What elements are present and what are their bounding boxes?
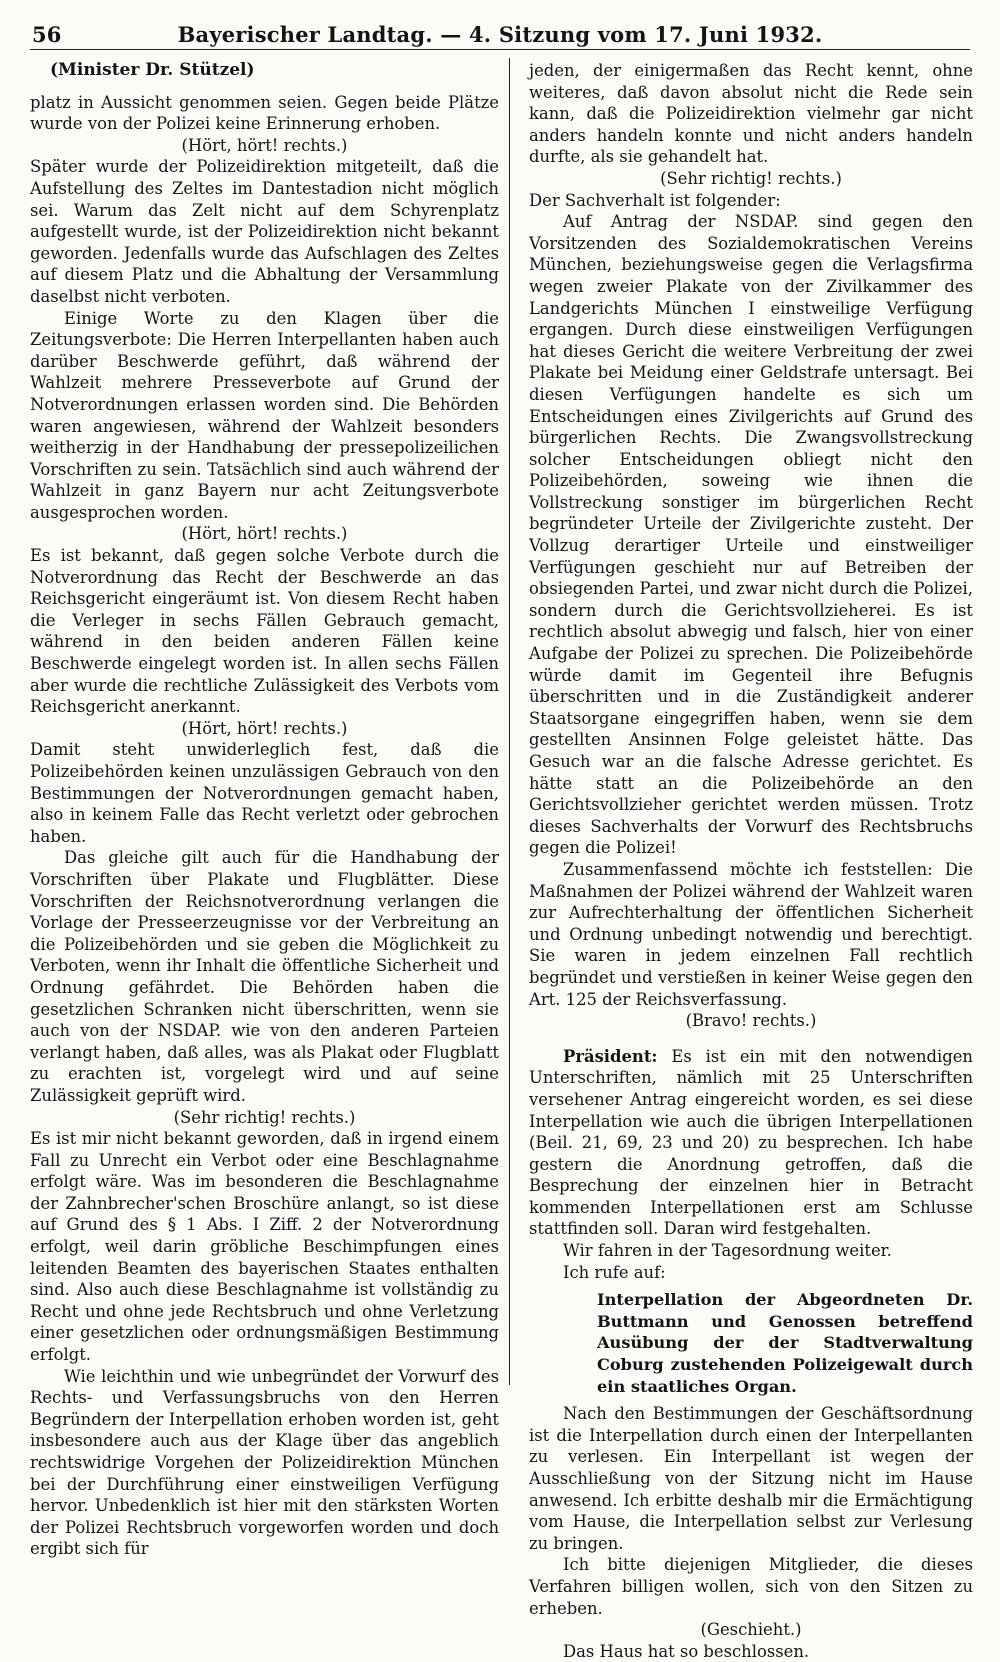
paragraph: Das Haus hat so beschlossen.: [563, 1641, 810, 1661]
paragraph: Auf Antrag der NSDAP. sind gegen den Vorsitzenden des Sozialdemokratischen Vereins München, beziehungsweise gegen die Verlagsfirma wegen zweier Plakate von der Zivilkammer des Landgerichts München I einstweilige Verfügung ergangen. Durch diese einstweiligen Verfügungen hat dieses Gericht die weitere Verbreitung der zwei Plakate bei Meidung einer Geldstrafe untersagt. Bei diesen Verfügungen handelte es sich um Entscheidungen eines Zivilgerichts auf Grund des bürgerlichen Rechts. Die Zwangsvollstreckung solcher Entscheidungen obliegt nicht den Polizeibehörden, soweing wie ihnen die Vollstreckung sonstiger im bürgerlichen Recht begründeter Urteile der Zivilgerichte zusteht. Der Vollzug derartiger Urteile und einstweiliger Verfügungen geschieht nur auf Betreiben der obsiegenden Partei, und zwar nicht durch die Polizei, sondern durch die Gerichtsvollzieherei. Es ist rechtlich absolut abwegig und falsch, hier von einer Aufgabe der Polizei zu sprechen. Die Polizeibehörde würde damit im Gegenteil ihre Befugnis überschritten und in die Zuständigkeit anderer Staatsorgane eingegriffen haben, wenn sie dem gestellten Ansinnen Folge geleistet hätte. Das Gesuch war an die falsche Adresse gerichtet. Es hätte statt an die Polizeibehörde an den Gerichtsvollzieher gerichtet werden müssen. Trotz dieses Sachverhalts der Vorwurf des Rechtsbruchs gegen die Polizei!: [529, 212, 973, 858]
paragraph: Das gleiche gilt auch für die Handhabung der Vorschriften über Plakate und Flugblätter. Diese Vorschriften der Reichsnotverordnung verlangen die Vorlage der Presseerzeugnisse vor der Verbreitung an die Polizeibehörden und sie geben die Möglichkeit zu Verboten, wenn ihr Inhalt die öffentliche Sicherheit und Ordnung gefährdet. Die Behörden haben die gesetzlichen Schranken nicht überschritten, wenn sie auch von der NSDAP. wie von den anderen Parteien verlangt haben, daß alles, was als Plakat oder Flugblatt zu erachten ist, vorgelegt wird und auf seine Zulässigkeit geprüft wird.: [30, 848, 499, 1105]
column-divider: [509, 58, 510, 1385]
paragraph: Nach den Bestimmungen der Geschäftsordnung ist die Interpellation durch einen der Interpellanten zu verlesen. Ein Interpellant ist wegen der Ausschließung von der Sitzung nicht im Hause anwesend. Ich erbitte deshalb mir die Ermächtigung vom Hause, die Interpellation selbst zur Verlesung zu bringen.: [529, 1404, 973, 1553]
spacer: [529, 1032, 973, 1046]
paragraph: Es ist mir nicht bekannt geworden, daß in irgend einem Fall zu Unrecht ein Verbot oder eine Beschlagnahme erfolgt wäre. Was im besonderen die Beschlagnahme der Zahnbrecher'schen Broschüre anlangt, so ist diese auf Grund des § 1 Abs. I Ziff. 2 der Notverordnung erfolgt, weil darin gröbliche Beschimpfungen eines leitenden Beamten des bayerischen Staates enthalten sind. Also auch diese Beschlagnahme ist vollständig zu Recht und ohne jede Rechtsbruch und ohne Verletzung einer gesetzlichen oder ordnungsmäßigen Bestimmung erfolgt.: [30, 1129, 499, 1365]
president-label: Präsident:: [563, 1046, 658, 1066]
paragraph: Der Sachverhalt ist folgender:: [529, 190, 781, 210]
paragraph: Ich bitte diejenigen Mitglieder, die dieses Verfahren billigen wollen, sich von den Sitzen zu erheben.: [529, 1555, 973, 1618]
interjection: (Hört, hört! rechts.): [181, 718, 348, 738]
header-rule: [30, 49, 970, 50]
paragraph: jeden, der einigermaßen das Recht kennt, ohne weiteres, daß davon absolut nicht die Rede sein kann, daß die Polizeidirektion vielmehr gar nicht anders handeln konnte und nicht anders handeln durfte, als sie gehandelt hat.: [529, 61, 973, 167]
paragraph: Zusammenfassend möchte ich feststellen: Die Maßnahmen der Polizei während der Wahlzeit waren zur Aufrechterhaltung der öffentlichen Sicherheit und Ordnung unbedingt notwendig und berechtigt. Sie waren in jedem einzelnen Fall rechtlich begründet und verstießen in keiner Weise gegen den Art. 125 der Reichsverfassung.: [529, 859, 973, 1009]
page-header: [30, 22, 970, 50]
running-title: Bayerischer Landtag. — 4. Sitzung vom 17. Juni 1932.: [177, 22, 823, 47]
interjection: (Sehr richtig! rechts.): [660, 168, 842, 188]
paragraph: Damit steht unwiderleglich fest, daß die Polizeibehörden keinen unzulässigen Gebrauch von den Bestimmungen der Notverordnungen gemacht haben, also in keinem Falle das Recht verletzt oder gebrochen haben.: [30, 740, 499, 846]
interpellation-title: Interpellation der Abgeordneten Dr. Buttmann und Genossen betreffend Ausübung der der Stadtverwaltung Coburg zustehenden Polizeigewalt durch ein staatliches Organ.: [597, 1290, 973, 1396]
president-text: Es ist ein mit den notwendigen Unterschriften, nämlich mit 25 Unterschriften versehener Antrag eingereicht worden, es sei diese Interpellation wie auch die übrigen Interpellationen (Beil. 21, 69, 23 und 20) zu besprechen. Ich habe gestern die Anordnung getroffen, daß die Besprechung der einzelnen hier in Betracht kommenden Interpellationen erst am Schlusse stattfinden soll. Daran wird festgehalten.: [529, 1046, 973, 1239]
page-number: 56: [32, 22, 62, 47]
interjection: (Hört, hört! rechts.): [181, 135, 348, 155]
interjection: (Sehr richtig! rechts.): [173, 1107, 356, 1127]
paragraph: Einige Worte zu den Klagen über die Zeitungsverbote: Die Herren Interpellanten haben auch darüber Beschwerde geführt, daß während der Wahlzeit mehrere Presseverbote auf Grund der Notverordnungen erlassen worden sind. Die Behörden waren angewiesen, während der Wahlzeit besonders weitherzig in der Handhabung der pressepolizeilichen Vorschriften zu sein. Tatsächlich sind auch während der Wahlzeit in ganz Bayern nur acht Zeitungsverbote ausgesprochen worden.: [30, 308, 499, 522]
right-column: [529, 60, 973, 1662]
paragraph: Ich rufe auf:: [563, 1262, 666, 1282]
speaker-label: (Minister Dr. Stützel): [50, 60, 255, 80]
paragraph: Wir fahren in der Tagesordnung weiter.: [563, 1241, 892, 1261]
interjection: (Geschieht.): [700, 1620, 802, 1640]
interjection: (Hört, hört! rechts.): [181, 524, 348, 544]
president-statement: [529, 1046, 973, 1240]
left-column: [30, 60, 499, 1560]
paragraph: Es ist bekannt, daß gegen solche Verbote durch die Notverordnung das Recht der Beschwerde an das Reichsgericht eingeräumt ist. Von diesem Recht haben die Verleger in sechs Fällen Gebrauch gemacht, während in den beiden anderen Fällen keine Beschwerde eingelegt worden ist. In allen sechs Fällen aber wurde die rechtliche Zulässigkeit des Verbots vom Reichsgericht anerkannt.: [30, 546, 499, 717]
paragraph: platz in Aussicht genommen seien. Gegen beide Plätze wurde von der Polizei keine Erinnerung erhoben.: [30, 92, 499, 134]
interjection: (Bravo! rechts.): [685, 1011, 817, 1031]
paragraph: Später wurde der Polizeidirektion mitgeteilt, daß die Aufstellung des Zeltes im Dantestadion nicht möglich sei. Warum das Zelt nicht auf dem Schyrenplatz aufgestellt wurde, ist der Polizeidirektion nicht bekannt geworden. Jedenfalls wurde das Aufschlagen des Zeltes auf diesem Platz und die Abhaltung der Versammlung daselbst nicht verboten.: [30, 157, 499, 306]
paragraph: Wie leichthin und wie unbegründet der Vorwurf des Rechts- und Verfassungsbruchs von den Herren Begründern der Interpellation erhoben worden ist, geht insbesondere auch aus der Klage über das angeblich rechtswidrige Vorgehen der Polizeidirektion München bei der Durchführung einer einstweiligen Verfügung hervor. Unbedenklich ist hier mit den stärksten Worten der Polizei Rechtsbruch vorgeworfen worden und doch ergibt sich für: [30, 1366, 499, 1559]
